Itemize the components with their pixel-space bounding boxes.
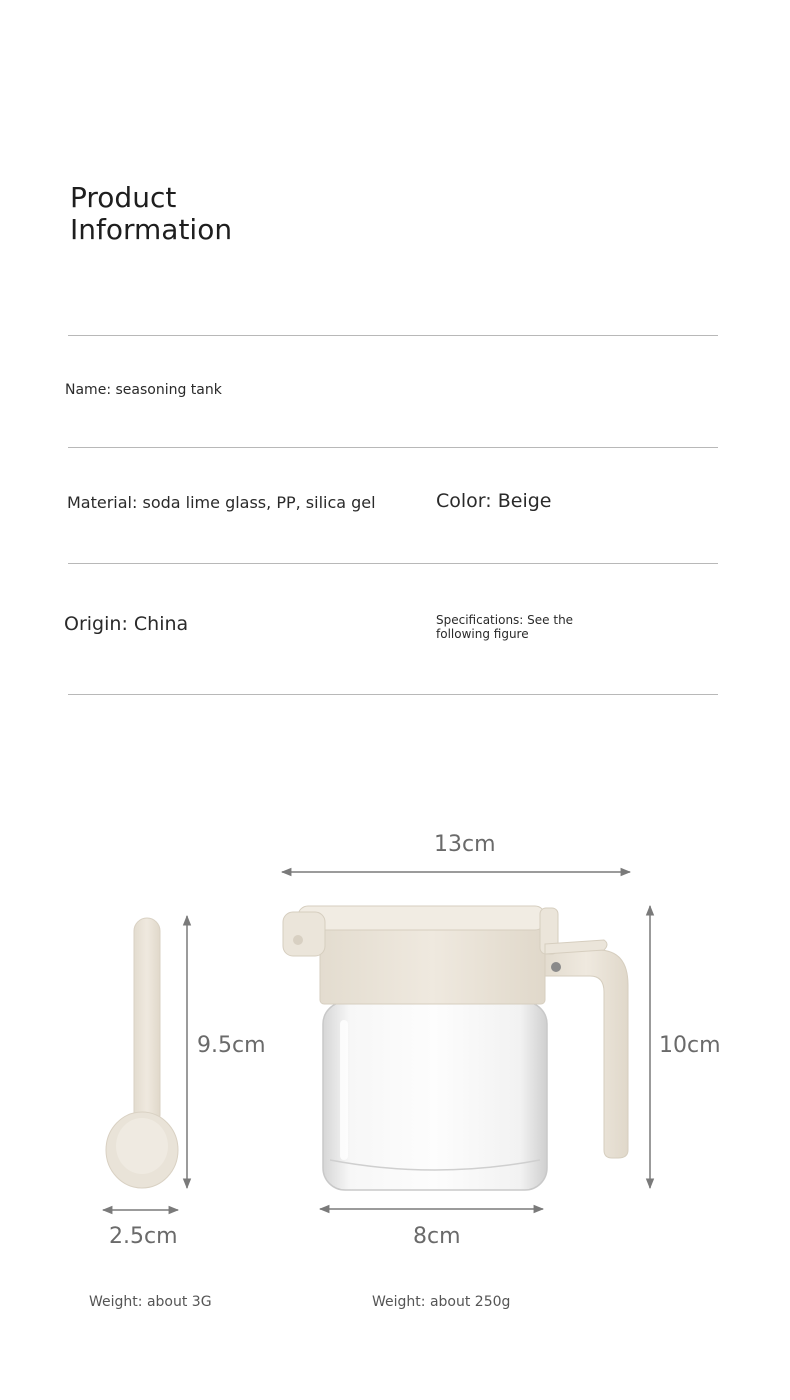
spec-material-label: Material : [67, 493, 137, 512]
jar-body-width-label: 8cm [413, 1224, 461, 1249]
spoon-illustration [106, 918, 178, 1188]
spoon-width-label: 2.5cm [109, 1224, 178, 1249]
jar-weight-value: about 250g [429, 1294, 511, 1310]
jar-height-label: 10cm [659, 1033, 721, 1058]
jar-weight-label: Weight : [372, 1294, 426, 1310]
title-line-1: Product [70, 181, 177, 214]
spoon-height-label: 9.5cm [197, 1033, 266, 1058]
spoon-weight [89, 1294, 212, 1310]
spec-material-value: soda lime glass, PP, silica gel [142, 493, 376, 512]
spoon-weight-value: about 3G [146, 1294, 212, 1310]
spec-specifications-value: See the following figure [436, 613, 574, 641]
spec-name-value: seasoning tank [115, 382, 222, 398]
spec-specifications-label: Specifications : [436, 613, 523, 627]
jar-weight [372, 1294, 510, 1310]
spec-name-label: Name : [65, 382, 111, 398]
title-line-2: Information [70, 213, 233, 246]
spoon-weight-label: Weight : [89, 1294, 143, 1310]
jar-illustration [283, 906, 628, 1190]
spec-color-label: Color : [436, 490, 492, 512]
spec-origin-value: China [133, 613, 189, 635]
spec-origin-label: Origin : [64, 613, 128, 635]
jar-total-width-label: 13cm [434, 832, 496, 857]
spec-color-value: Beige [497, 490, 552, 512]
